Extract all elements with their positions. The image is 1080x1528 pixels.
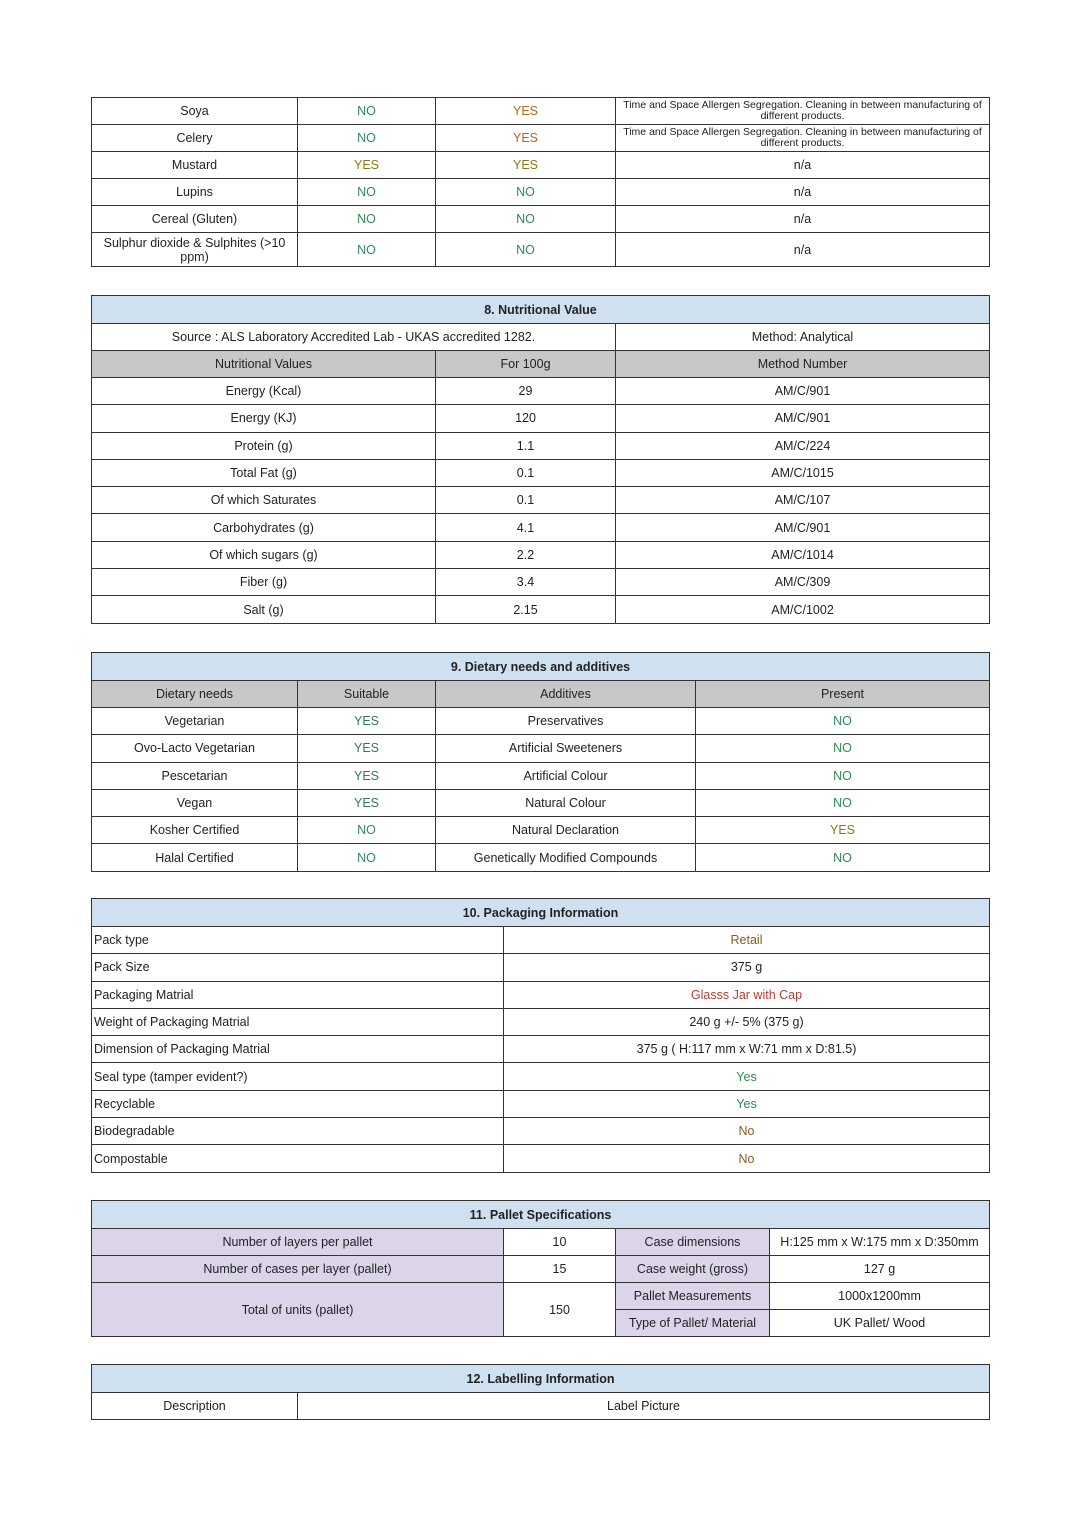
additive-present: NO — [696, 762, 990, 789]
packaging-value: 375 g ( H:117 mm x W:71 mm x D:81.5) — [504, 1036, 990, 1063]
packaging-table — [91, 898, 990, 1173]
table-row — [92, 1229, 990, 1256]
section-title: 12. Labelling Information — [92, 1365, 990, 1393]
nutrient-method: AM/C/107 — [616, 487, 990, 514]
table-row — [92, 762, 990, 789]
allergen-control-note: n/a — [616, 179, 990, 206]
table-row — [92, 378, 990, 405]
nutrient-method: AM/C/224 — [616, 432, 990, 459]
section-title: 9. Dietary needs and additives — [92, 653, 990, 681]
packaging-label: Pack type — [92, 927, 504, 954]
allergen-name: Soya — [92, 98, 298, 125]
nutrient-value: 2.2 — [436, 541, 616, 568]
allergen-name: Cereal (Gluten) — [92, 206, 298, 233]
labelling-picture: Label Picture — [298, 1393, 990, 1420]
nutrient-value: 0.1 — [436, 487, 616, 514]
nutrient-value: 120 — [436, 405, 616, 432]
pallet-value: 150 — [504, 1283, 616, 1337]
column-header: Method Number — [616, 351, 990, 378]
packaging-label: Biodegradable — [92, 1118, 504, 1145]
table-row — [92, 1008, 990, 1035]
dietary-suitable: YES — [298, 762, 436, 789]
packaging-label: Pack Size — [92, 954, 504, 981]
packaging-label: Compostable — [92, 1145, 504, 1172]
table-row — [92, 789, 990, 816]
nutrient-name: Energy (KJ) — [92, 405, 436, 432]
table-row — [92, 844, 990, 871]
table-row — [92, 927, 990, 954]
allergen-present: NO — [298, 98, 436, 125]
allergen-present: NO — [298, 125, 436, 152]
additive-name: Artificial Sweeteners — [436, 735, 696, 762]
table-row — [92, 125, 990, 152]
table-row — [92, 1393, 990, 1420]
packaging-label: Seal type (tamper evident?) — [92, 1063, 504, 1090]
pallet-label: Total of units (pallet) — [92, 1283, 504, 1337]
pallet-label: Number of layers per pallet — [92, 1229, 504, 1256]
table-row — [92, 179, 990, 206]
packaging-label: Weight of Packaging Matrial — [92, 1008, 504, 1035]
additive-present: NO — [696, 735, 990, 762]
packaging-value: Yes — [504, 1090, 990, 1117]
nutrient-name: Salt (g) — [92, 596, 436, 623]
table-row — [92, 596, 990, 623]
packaging-value: 240 g +/- 5% (375 g) — [504, 1008, 990, 1035]
dietary-need: Ovo-Lacto Vegetarian — [92, 735, 298, 762]
allergen-name: Sulphur dioxide & Sulphites (>10 ppm) — [92, 233, 298, 267]
section-title: 11. Pallet Specifications — [92, 1201, 990, 1229]
allergen-control-note: n/a — [616, 233, 990, 267]
pallet-label: Pallet Measurements — [616, 1283, 770, 1310]
dietary-suitable: YES — [298, 708, 436, 735]
table-row — [92, 1145, 990, 1172]
allergen-name: Lupins — [92, 179, 298, 206]
pallet-value: UK Pallet/ Wood — [770, 1310, 990, 1337]
dietary-need: Pescetarian — [92, 762, 298, 789]
allergen-present: NO — [298, 179, 436, 206]
allergen-name: Celery — [92, 125, 298, 152]
dietary-need: Halal Certified — [92, 844, 298, 871]
pallet-label: Case dimensions — [616, 1229, 770, 1256]
nutrition-table — [91, 295, 990, 624]
nutrient-method: AM/C/309 — [616, 569, 990, 596]
table-row — [92, 152, 990, 179]
allergen-control-note: Time and Space Allergen Segregation. Cleaning in between manufacturing of different products. — [616, 98, 990, 125]
nutrient-name: Of which sugars (g) — [92, 541, 436, 568]
pallet-value: 127 g — [770, 1256, 990, 1283]
packaging-value: 375 g — [504, 954, 990, 981]
nutrition-source: Source : ALS Laboratory Accredited Lab - UKAS accredited 1282. — [92, 324, 616, 351]
packaging-value: No — [504, 1145, 990, 1172]
nutrient-name: Fiber (g) — [92, 569, 436, 596]
additive-name: Preservatives — [436, 708, 696, 735]
pallet-table — [91, 1200, 990, 1337]
nutrient-name: Protein (g) — [92, 432, 436, 459]
dietary-suitable: YES — [298, 789, 436, 816]
nutrient-value: 3.4 — [436, 569, 616, 596]
allergen-control-note: Time and Space Allergen Segregation. Cleaning in between manufacturing of different products. — [616, 125, 990, 152]
allergen-cross-contamination: NO — [436, 206, 616, 233]
allergen-control-note: n/a — [616, 206, 990, 233]
packaging-value: No — [504, 1118, 990, 1145]
table-row — [92, 569, 990, 596]
additive-present: NO — [696, 844, 990, 871]
table-row — [92, 954, 990, 981]
section-title: 8. Nutritional Value — [92, 296, 990, 324]
packaging-label: Dimension of Packaging Matrial — [92, 1036, 504, 1063]
additive-present: YES — [696, 817, 990, 844]
table-row — [92, 981, 990, 1008]
table-row — [92, 1063, 990, 1090]
dietary-need: Vegan — [92, 789, 298, 816]
nutrient-method: AM/C/1015 — [616, 459, 990, 486]
allergen-cross-contamination: YES — [436, 152, 616, 179]
nutrient-name: Carbohydrates (g) — [92, 514, 436, 541]
nutrition-method: Method: Analytical — [616, 324, 990, 351]
table-row — [92, 735, 990, 762]
pallet-label: Type of Pallet/ Material — [616, 1310, 770, 1337]
nutrient-method: AM/C/1014 — [616, 541, 990, 568]
pallet-label: Number of cases per layer (pallet) — [92, 1256, 504, 1283]
table-row — [92, 1256, 990, 1283]
column-header: Nutritional Values — [92, 351, 436, 378]
allergen-cross-contamination: NO — [436, 233, 616, 267]
dietary-suitable: NO — [298, 844, 436, 871]
allergen-name: Mustard — [92, 152, 298, 179]
packaging-label: Recyclable — [92, 1090, 504, 1117]
packaging-label: Packaging Matrial — [92, 981, 504, 1008]
packaging-value: Yes — [504, 1063, 990, 1090]
allergen-control-note: n/a — [616, 152, 990, 179]
additive-name: Natural Colour — [436, 789, 696, 816]
dietary-suitable: NO — [298, 817, 436, 844]
additive-name: Genetically Modified Compounds — [436, 844, 696, 871]
table-row — [92, 233, 990, 267]
table-row — [92, 459, 990, 486]
nutrient-value: 29 — [436, 378, 616, 405]
table-row — [92, 487, 990, 514]
table-row — [92, 1036, 990, 1063]
labelling-table — [91, 1364, 990, 1420]
allergen-cross-contamination: YES — [436, 98, 616, 125]
additive-name: Artificial Colour — [436, 762, 696, 789]
pallet-value: 10 — [504, 1229, 616, 1256]
allergen-present: NO — [298, 206, 436, 233]
allergen-cross-contamination: NO — [436, 179, 616, 206]
allergen-cross-contamination: YES — [436, 125, 616, 152]
section-title: 10. Packaging Information — [92, 899, 990, 927]
table-row — [92, 1118, 990, 1145]
additive-present: NO — [696, 789, 990, 816]
nutrient-name: Energy (Kcal) — [92, 378, 436, 405]
nutrient-method: AM/C/1002 — [616, 596, 990, 623]
pallet-label: Case weight (gross) — [616, 1256, 770, 1283]
table-row — [92, 708, 990, 735]
table-row — [92, 1283, 990, 1310]
column-header: Dietary needs — [92, 681, 298, 708]
table-row — [92, 98, 990, 125]
nutrient-method: AM/C/901 — [616, 514, 990, 541]
nutrient-value: 2.15 — [436, 596, 616, 623]
column-header: Suitable — [298, 681, 436, 708]
nutrient-value: 1.1 — [436, 432, 616, 459]
pallet-value: 1000x1200mm — [770, 1283, 990, 1310]
dietary-table — [91, 652, 990, 872]
table-row — [92, 817, 990, 844]
pallet-value: H:125 mm x W:175 mm x D:350mm — [770, 1229, 990, 1256]
table-row — [92, 432, 990, 459]
packaging-value: Retail — [504, 927, 990, 954]
allergen-present: NO — [298, 233, 436, 267]
table-row — [92, 1090, 990, 1117]
packaging-value: Glasss Jar with Cap — [504, 981, 990, 1008]
table-row — [92, 541, 990, 568]
nutrient-value: 4.1 — [436, 514, 616, 541]
nutrient-method: AM/C/901 — [616, 378, 990, 405]
additive-name: Natural Declaration — [436, 817, 696, 844]
nutrient-method: AM/C/901 — [616, 405, 990, 432]
additive-present: NO — [696, 708, 990, 735]
allergen-table — [91, 97, 990, 267]
nutrient-name: Total Fat (g) — [92, 459, 436, 486]
allergen-present: YES — [298, 152, 436, 179]
table-row — [92, 514, 990, 541]
nutrient-name: Of which Saturates — [92, 487, 436, 514]
pallet-value: 15 — [504, 1256, 616, 1283]
column-header: Present — [696, 681, 990, 708]
table-row — [92, 206, 990, 233]
dietary-need: Vegetarian — [92, 708, 298, 735]
dietary-suitable: YES — [298, 735, 436, 762]
labelling-description: Description — [92, 1393, 298, 1420]
column-header: For 100g — [436, 351, 616, 378]
table-row — [92, 405, 990, 432]
nutrient-value: 0.1 — [436, 459, 616, 486]
dietary-need: Kosher Certified — [92, 817, 298, 844]
column-header: Additives — [436, 681, 696, 708]
